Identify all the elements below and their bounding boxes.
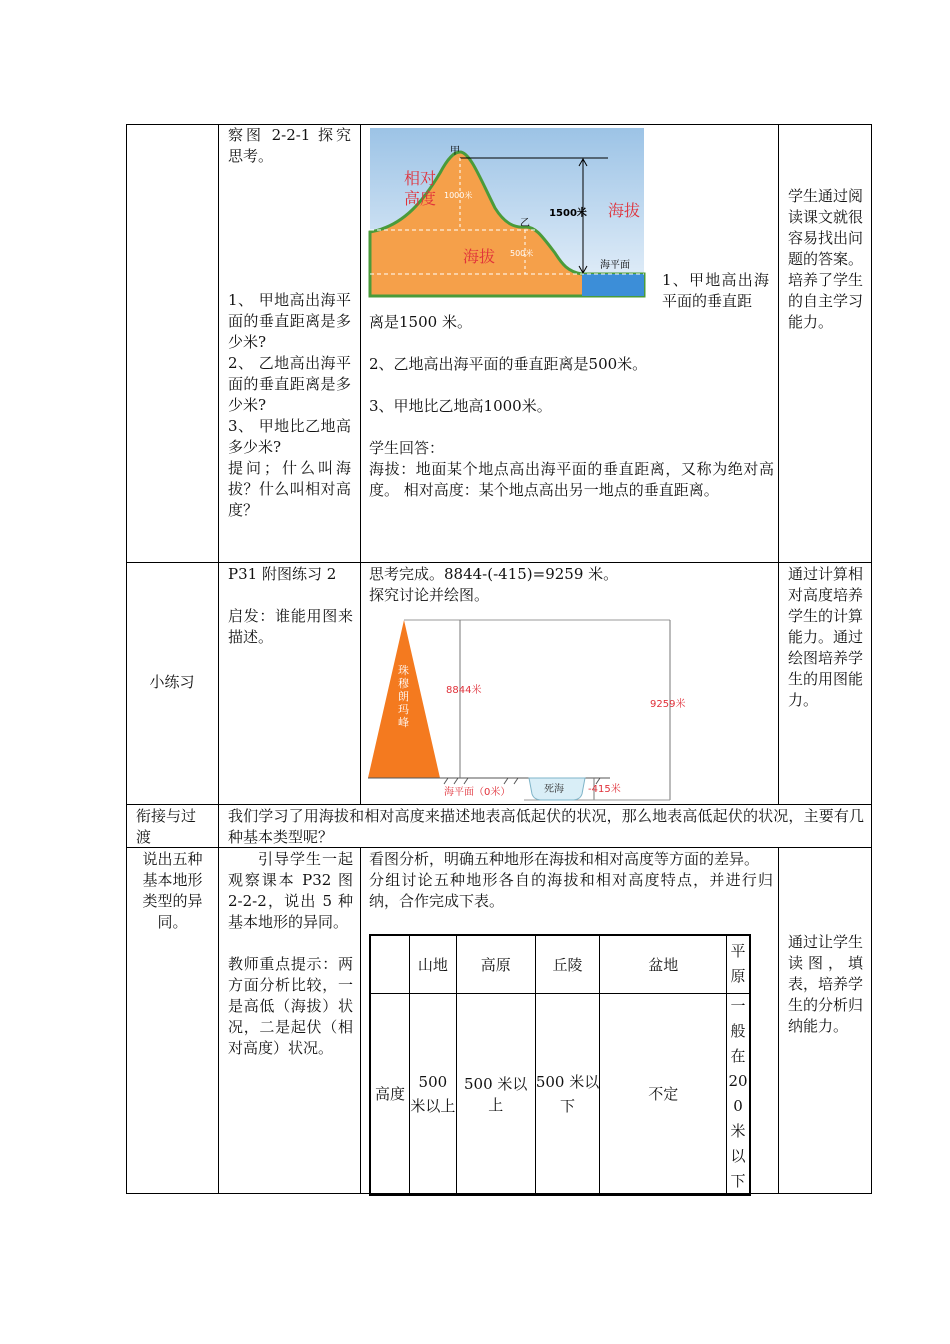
draw-line: 探究讨论并绘图。 bbox=[369, 586, 490, 604]
header-hills: 丘陵 bbox=[535, 935, 600, 993]
header-basin: 盆地 bbox=[600, 935, 727, 993]
row-divider-2 bbox=[126, 804, 872, 805]
haiba-mid-label: 海拔 bbox=[463, 247, 496, 266]
column-divider-2b bbox=[360, 847, 361, 1194]
row4-purpose: 通过让学生读图，填表，培养学生的分析归纳能力。 bbox=[788, 933, 864, 1035]
everest-deadsea-diagram bbox=[364, 612, 686, 804]
sea-label: 海平面 bbox=[600, 260, 630, 271]
m500-label: 500米 bbox=[510, 249, 534, 258]
row2-purpose: 通过计算相对高度培养学生的计算能力。通过绘图培养学生的用图能力。 bbox=[788, 565, 864, 709]
row2-label: 小练习 bbox=[149, 673, 195, 691]
column-divider-2 bbox=[360, 124, 361, 804]
dead-sea-label: 死海 bbox=[544, 784, 564, 795]
row4-teacher-activity bbox=[228, 849, 353, 1059]
m9259-label: 9259米 bbox=[650, 699, 686, 710]
row4-student-activity bbox=[369, 849, 773, 912]
jia-label: 甲 bbox=[450, 146, 460, 157]
row1-teacher-activity bbox=[228, 125, 351, 167]
row-divider-1 bbox=[126, 562, 872, 563]
row-label-height: 高度 bbox=[370, 993, 409, 1195]
landform-table bbox=[369, 934, 751, 1196]
m1500-label: 1500米 bbox=[549, 208, 587, 219]
header-plain: 平原 bbox=[726, 935, 750, 993]
question-2: 2、 乙地高出海平面的垂直距离是多少米? bbox=[228, 354, 351, 414]
column-divider-1 bbox=[218, 124, 219, 1194]
sea-water bbox=[582, 274, 644, 296]
row1-answers bbox=[369, 354, 774, 501]
header-plateau: 高原 bbox=[456, 935, 535, 993]
question-3: 3、 甲地比乙地高多少米? bbox=[228, 417, 351, 456]
table-header-row bbox=[370, 935, 750, 993]
student-reply-label: 学生回答： bbox=[369, 439, 445, 457]
cell-basin: 不定 bbox=[600, 993, 727, 1195]
everest-label: 珠穆朗玛峰 bbox=[398, 664, 409, 729]
row4-discussion: 分组讨论五种地形各自的海拔和相对高度特点，并进行归纳，合作完成下表。 bbox=[369, 871, 773, 910]
calc-line: 思考完成。8844-(-415)=9259 米。 bbox=[369, 565, 619, 583]
yi-label: 乙 bbox=[520, 218, 530, 229]
row3-label: 衔接与过渡 bbox=[136, 807, 197, 846]
cell-plain: 一般在200米以下 bbox=[726, 993, 750, 1195]
cell-mountain: 500 米以上 bbox=[409, 993, 456, 1195]
row3-text: 我们学习了用海拔和相对高度来描述地表高低起伏的状况，那么地表高低起伏的状况，主要有几种基本类型呢？ bbox=[228, 807, 864, 846]
haiba-side-label: 海拔 bbox=[608, 201, 641, 220]
column-divider-3b bbox=[778, 847, 779, 1194]
row1-questions bbox=[228, 290, 351, 521]
table-border-right bbox=[871, 124, 872, 1194]
altitude-diagram bbox=[370, 128, 644, 296]
cell-hills: 500 米以下 bbox=[535, 993, 600, 1195]
row4-hint: 教师重点提示：两方面分析比较，一是高低（海拔）状况，二是起伏（相对高度）状况。 bbox=[228, 955, 353, 1057]
column-divider-3 bbox=[778, 124, 779, 804]
sea-level-label: 海平面（0米） bbox=[444, 787, 511, 798]
question-1: 1、 甲地高出海平面的垂直距离是多少米? bbox=[228, 291, 351, 351]
table-row bbox=[370, 993, 750, 1195]
row2-teacher-activity bbox=[228, 564, 353, 648]
answer-3: 3、甲地比乙地高1000米。 bbox=[369, 397, 552, 415]
exercise-ref: P31 附图练习 2 bbox=[228, 565, 337, 583]
row4-analysis: 看图分析，明确五种地形在海拔和相对高度等方面的差异。 bbox=[369, 850, 760, 868]
relative-label: 相对 bbox=[404, 169, 437, 188]
row2-student-activity bbox=[369, 564, 774, 606]
exercise-hint: 启发：谁能用图来描述。 bbox=[228, 607, 353, 646]
cell-plateau: 500 米以上 bbox=[456, 993, 535, 1195]
header-empty bbox=[370, 935, 409, 993]
m415-label: -415米 bbox=[588, 784, 621, 795]
row4-label: 说出五种基本地形类型的异同。 bbox=[142, 850, 203, 931]
answer-2: 2、乙地高出海平面的垂直距离是500米。 bbox=[369, 355, 648, 373]
row4-guide: 引导学生一起观察课本 P32 图 2-2-2，说出 5 种基本地形的异同。 bbox=[228, 850, 353, 931]
definitions: 海拔：地面某个地点高出海平面的垂直距离，又称为绝对高度。 相对高度：某个地点高出另一地点的垂直距离。 bbox=[369, 460, 774, 499]
m8844-label: 8844米 bbox=[446, 685, 482, 696]
header-mountain: 山地 bbox=[409, 935, 456, 993]
height-label: 高度 bbox=[404, 189, 437, 208]
row1-intro: 察图 2-2-1 探究思考。 bbox=[228, 126, 351, 165]
question-4: 提问；什么叫海拔？什么叫相对高度？ bbox=[228, 459, 351, 519]
answer-1-right: 1、甲地高出海平面的垂直距 bbox=[662, 271, 769, 310]
row1-purpose: 学生通过阅读课文就很容易找出问题的答案。培养了学生的自主学习能力。 bbox=[788, 187, 864, 331]
answer-1-wrap: 离是1500 米。 bbox=[369, 313, 472, 331]
m1000-label: 1000米 bbox=[444, 191, 473, 200]
table-border-left bbox=[126, 124, 127, 1194]
